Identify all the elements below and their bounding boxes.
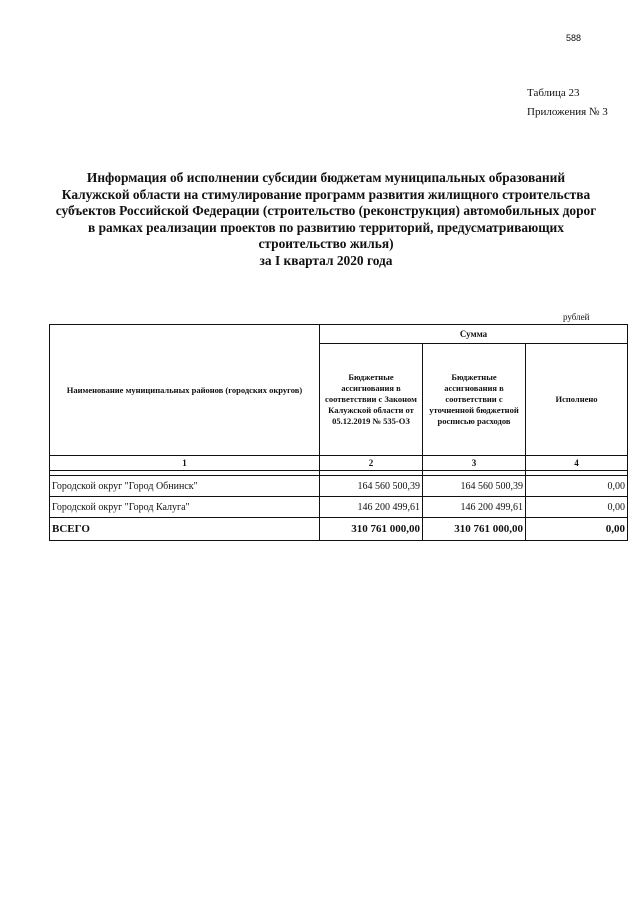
- column-number: 2: [320, 456, 423, 471]
- title-line: строительство жилья): [258, 236, 394, 251]
- document-title: [40, 170, 612, 269]
- total-label: ВСЕГО: [50, 518, 320, 541]
- total-law-value: 310 761 000,00: [320, 518, 423, 541]
- title-line: за I квартал 2020 года: [259, 252, 393, 268]
- row-refined-value: 164 560 500,39: [423, 476, 526, 497]
- column-number-row: [50, 456, 628, 471]
- row-refined-value: 146 200 499,61: [423, 497, 526, 518]
- column-header-sum: Сумма: [320, 325, 628, 344]
- row-law-value: 146 200 499,61: [320, 497, 423, 518]
- column-number: 4: [526, 456, 628, 471]
- column-header-name: Наименование муниципальных районов (городских округов): [50, 325, 320, 456]
- total-executed-value: 0,00: [526, 518, 628, 541]
- table-row: [50, 476, 628, 497]
- column-number: 1: [50, 456, 320, 471]
- currency-note: рублей: [563, 312, 590, 322]
- row-executed-value: 0,00: [526, 497, 628, 518]
- row-name: Городской округ "Город Обнинск": [50, 476, 320, 497]
- row-name: Городской округ "Город Калуга": [50, 497, 320, 518]
- total-row: [50, 518, 628, 541]
- column-header-refined: Бюджетные ассигнования в соответствии с уточненной бюджетной росписью расходов: [423, 344, 526, 456]
- title-line: в рамках реализации проектов по развитию территорий, предусматривающих: [88, 219, 564, 235]
- table-row: [50, 497, 628, 518]
- table-reference: Таблица 23: [527, 87, 580, 99]
- row-executed-value: 0,00: [526, 476, 628, 497]
- page-number: 588: [566, 33, 582, 43]
- report-table: [49, 324, 628, 541]
- column-header-law: Бюджетные ассигнования в соответствии с Законом Калужской области от 05.12.2019 № 535-ОЗ: [320, 344, 423, 456]
- title-line: Калужской области на стимулирование программ развития жилищного строительства: [61, 186, 591, 202]
- title-line: субъектов Российской Федерации (строительство (реконструкция) автомобильных дорог: [55, 203, 597, 218]
- column-header-executed: Исполнено: [526, 344, 628, 456]
- appendix-reference: Приложения № 3: [527, 106, 608, 118]
- row-law-value: 164 560 500,39: [320, 476, 423, 497]
- total-refined-value: 310 761 000,00: [423, 518, 526, 541]
- column-number: 3: [423, 456, 526, 471]
- title-line: Информация об исполнении субсидии бюджетам муниципальных образований: [86, 170, 566, 185]
